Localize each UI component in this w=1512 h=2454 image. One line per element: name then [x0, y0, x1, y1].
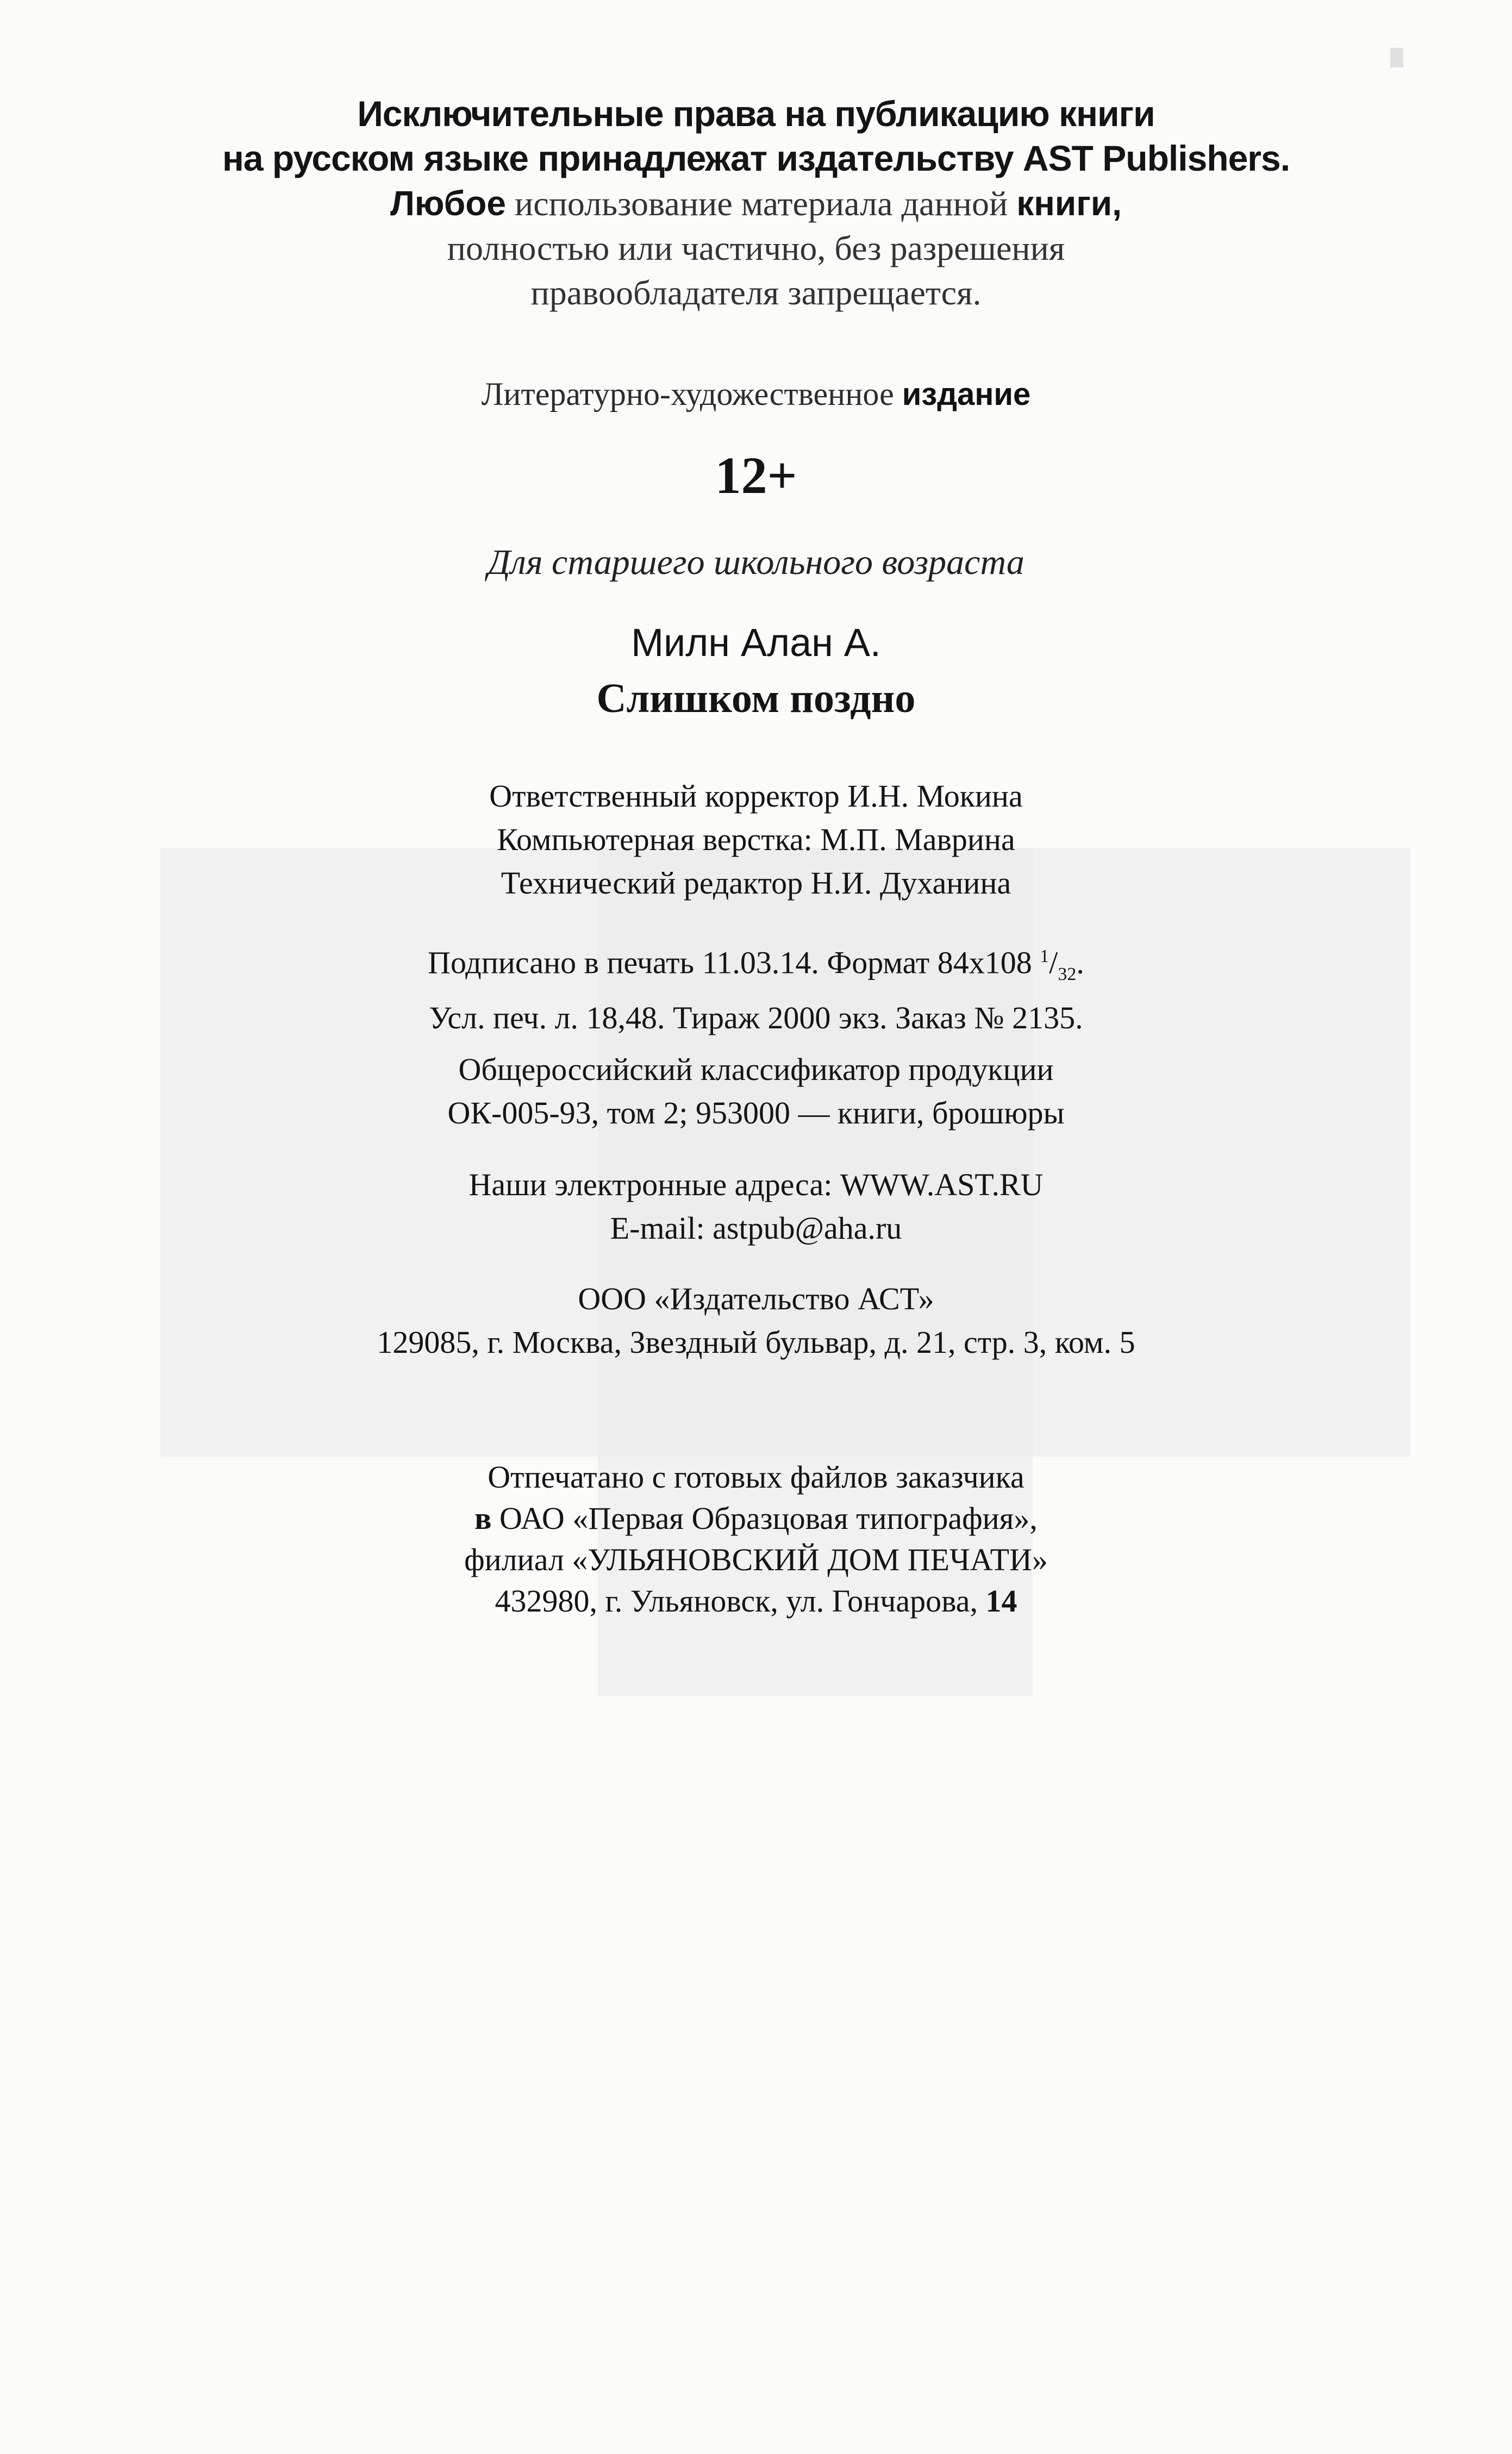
product-classifier — [0, 1048, 1512, 1135]
printer-line-3: филиал «УЛЬЯНОВСКИЙ ДОМ ПЕЧАТИ» — [464, 1542, 1048, 1577]
printer-line-1: Отпечатано с готовых файлов заказчика — [488, 1459, 1024, 1495]
printer-address-number: 14 — [985, 1583, 1017, 1619]
rights-line-3-tail: книги, — [1016, 184, 1122, 223]
credit-line: Компьютерная верстка: М.П. Маврина — [497, 822, 1015, 857]
staff-credits — [0, 775, 1512, 905]
publisher-info — [0, 1277, 1512, 1364]
credit-line: Технический редактор Н.И. Духанина — [501, 865, 1011, 901]
edition-type-word: издание — [902, 377, 1031, 412]
signed-to-print-text: Подписано в печать 11.03.14. Формат 84x108 — [428, 945, 1040, 981]
printer-line-4 — [0, 1581, 1512, 1622]
printer-line-2-lead: в — [474, 1501, 492, 1536]
print-details — [0, 935, 1512, 1040]
classifier-line-2: ОК-005-93, том 2; 953000 — книги, брошюры — [447, 1095, 1065, 1131]
signed-line-end: . — [1076, 945, 1084, 981]
rights-line-5: правообладателя запрещается. — [530, 273, 982, 312]
printer-address-text: 432980, г. Ульяновск, ул. Гончарова, — [495, 1583, 986, 1619]
rights-line-4: полностью или частично, без разрешения — [447, 229, 1065, 267]
printer-line-2 — [0, 1498, 1512, 1539]
printer-line-2-text: ОАО «Первая Образцовая типография», — [491, 1501, 1038, 1536]
signed-to-print-line — [0, 935, 1512, 996]
copyright-notice — [0, 91, 1512, 315]
publisher-address: 129085, г. Москва, Звездный бульвар, д. 21, стр. 3, ком. 5 — [377, 1325, 1135, 1360]
contacts — [0, 1163, 1512, 1250]
rights-line-2: на русском языке принадлежат издательству AST Publishers. — [222, 138, 1290, 178]
format-numerator: 1 — [1040, 946, 1049, 966]
rights-line-3-lead: Любое — [390, 184, 506, 223]
classifier-line-1: Общероссийский классификатор продукции — [458, 1052, 1054, 1087]
website-line: Наши электронные адреса: WWW.AST.RU — [468, 1167, 1044, 1202]
format-separator: / — [1049, 945, 1058, 981]
edition-type — [0, 375, 1512, 414]
scan-corner-mark — [1390, 48, 1403, 67]
rights-line-3 — [0, 180, 1512, 226]
credit-line: Ответственный корректор И.Н. Мокина — [489, 778, 1023, 814]
edition-type-text: Литературно-художественное — [481, 376, 902, 412]
author-name: Милн Алан А. — [631, 621, 881, 665]
publisher-name: ООО «Издательство АСТ» — [578, 1281, 934, 1316]
rights-line-3-middle: использование материала данной — [505, 184, 1017, 223]
print-run-line: Усл. печ. л. 18,48. Тираж 2000 экз. Заказ № 2135. — [429, 1000, 1083, 1035]
email-line: E-mail: astpub@aha.ru — [610, 1210, 902, 1246]
book-title: Слишком поздно — [596, 676, 916, 721]
rights-line-1: Исключительные права на публикацию книги — [357, 93, 1155, 134]
format-denominator: 32 — [1058, 964, 1077, 984]
age-rating: 12+ — [715, 446, 797, 504]
printing-house-info — [0, 1457, 1512, 1622]
audience-note: Для старшего школьного возраста — [488, 542, 1024, 582]
